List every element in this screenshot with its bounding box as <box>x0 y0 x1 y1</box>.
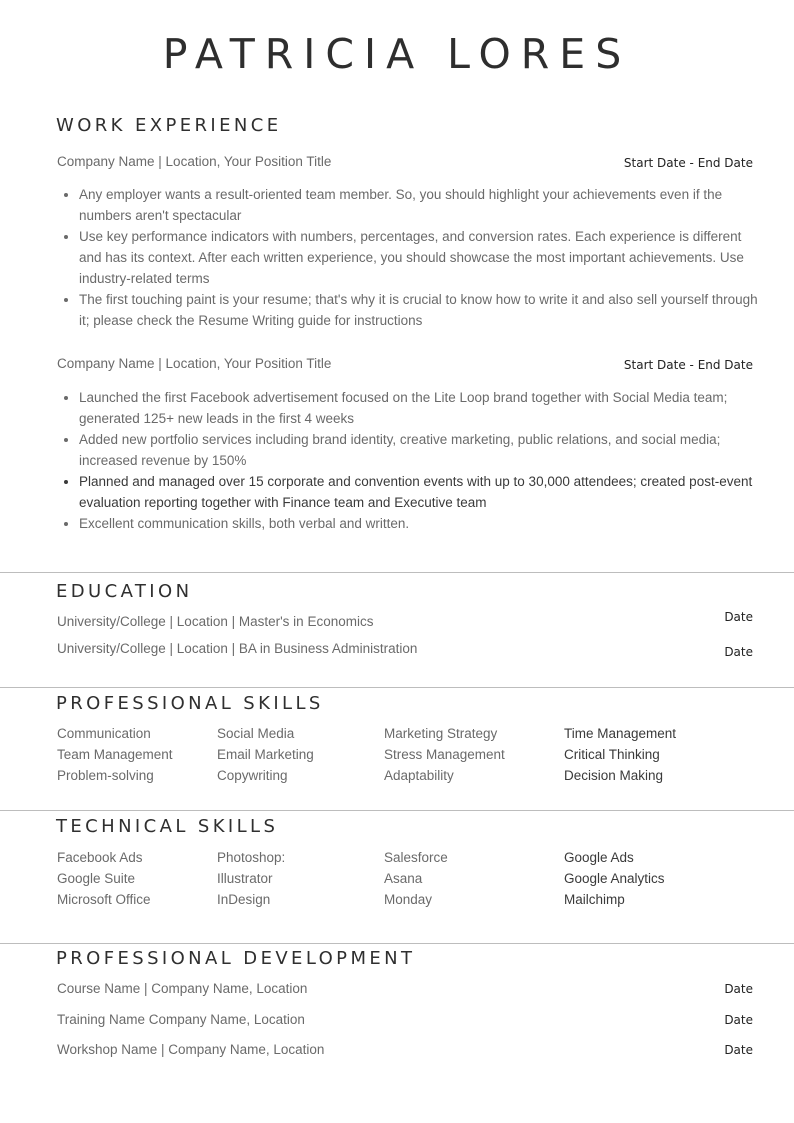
development-item-3-date: Date <box>724 1043 753 1057</box>
skill-item: Google Analytics <box>564 871 665 886</box>
skill-item: Microsoft Office <box>57 892 151 907</box>
skill-item: Google Suite <box>57 871 136 886</box>
education-item-1: University/College | Location | Master's in Economics <box>57 614 374 629</box>
skill-item: Adaptability <box>384 768 454 783</box>
list-item: • Use key performance indicators with numbers, percentages, and conversion rates. Each experience is different and has its context. After each written experience, you should showcase the most important achievements. Use industry-related terms <box>79 226 759 289</box>
professional-skills-grid <box>57 723 757 789</box>
job-2-dates: Start Date - End Date <box>623 358 753 372</box>
work-experience-heading: WORK EXPERIENCE <box>56 115 282 136</box>
skill-item: Time Management <box>564 726 677 741</box>
skill-item: Stress Management <box>384 747 505 762</box>
education-item-1-date: Date <box>724 610 753 624</box>
development-item-2-date: Date <box>724 1013 753 1027</box>
skill-item: Social Media <box>217 726 295 741</box>
skill-item: Monday <box>384 892 433 907</box>
skills-column <box>564 847 665 910</box>
job-1-title: Company Name | Location, Your Position Title <box>57 154 332 169</box>
list-item: • Planned and managed over 15 corporate and convention events with up to 30,000 attendees; created post-event evaluation reporting together with Finance team and Executive team <box>79 471 759 513</box>
development-item-1: Course Name | Company Name, Location <box>57 981 308 996</box>
professional-development-heading: PROFESSIONAL DEVELOPMENT <box>56 948 416 969</box>
education-item-2: University/College | Location | BA in Business Administration <box>57 641 418 656</box>
technical-skills-heading: TECHNICAL SKILLS <box>56 816 279 837</box>
job-2-bullets <box>57 387 759 534</box>
skills-column <box>217 723 314 786</box>
skill-item: Problem-solving <box>57 768 154 783</box>
skill-item: Mailchimp <box>564 892 625 907</box>
skill-item: Team Management <box>57 747 173 762</box>
section-divider <box>0 943 794 944</box>
skill-item: Copywriting <box>217 768 288 783</box>
development-item-1-date: Date <box>724 982 753 996</box>
job-1-dates: Start Date - End Date <box>623 156 753 170</box>
development-item-3: Workshop Name | Company Name, Location <box>57 1042 325 1057</box>
skill-item: Facebook Ads <box>57 850 143 865</box>
section-divider <box>0 810 794 811</box>
section-divider <box>0 687 794 688</box>
list-item: • Launched the first Facebook advertisement focused on the Lite Loop brand together with Social Media team; generated 125+ new leads in the first 4 weeks <box>79 387 759 429</box>
skill-item: Email Marketing <box>217 747 314 762</box>
development-item-2: Training Name Company Name, Location <box>57 1012 305 1027</box>
skill-item: Communication <box>57 726 151 741</box>
skill-item: Asana <box>384 871 423 886</box>
skill-item: Marketing Strategy <box>384 726 498 741</box>
skill-item: Salesforce <box>384 850 448 865</box>
list-item: • Excellent communication skills, both verbal and written. <box>79 513 759 534</box>
education-item-2-date: Date <box>724 645 753 659</box>
job-2-title: Company Name | Location, Your Position Title <box>57 356 332 371</box>
skills-column <box>57 847 151 910</box>
section-divider <box>0 572 794 573</box>
technical-skills-grid <box>57 847 757 913</box>
skill-item: Google Ads <box>564 850 634 865</box>
list-item: • Any employer wants a result-oriented team member. So, you should highlight your achievements even if the numbers aren't spectacular <box>79 184 759 226</box>
skill-item: Critical Thinking <box>564 747 660 762</box>
skills-column <box>384 723 505 786</box>
skill-item: Decision Making <box>564 768 664 783</box>
list-item: • The first touching paint is your resume; that's why it is crucial to know how to write it and also sell yourself through it; please check the Resume Writing guide for instructions <box>79 289 759 331</box>
skills-column <box>217 847 285 910</box>
skills-column <box>384 847 448 910</box>
skill-item: Illustrator <box>217 871 273 886</box>
skill-item: Photoshop: <box>217 850 286 865</box>
list-item: • Added new portfolio services including brand identity, creative marketing, public relations, and social media; increased revenue by 150% <box>79 429 759 471</box>
skill-item: InDesign <box>217 892 271 907</box>
resume-name: PATRICIA LORES <box>162 30 632 78</box>
skills-column <box>564 723 676 786</box>
professional-skills-heading: PROFESSIONAL SKILLS <box>56 693 324 714</box>
job-1-bullets <box>57 184 759 331</box>
education-heading: EDUCATION <box>56 581 193 602</box>
skills-column <box>57 723 173 786</box>
